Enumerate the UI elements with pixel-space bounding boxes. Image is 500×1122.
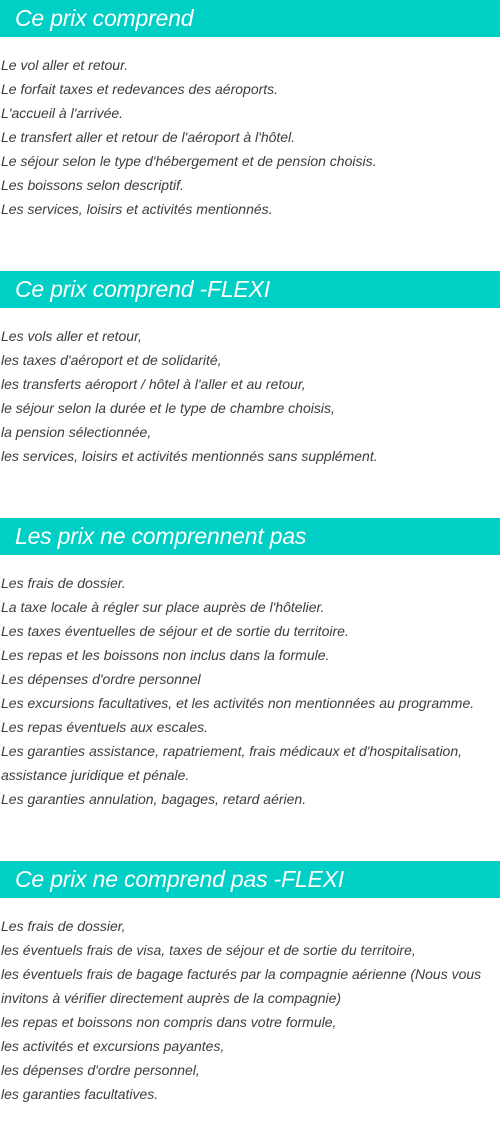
list-item: Les services, loisirs et activités mentionnés. (1, 201, 273, 217)
list-item: invitons à vérifier directement auprès de la compagnie) (1, 990, 342, 1006)
list-item: L'accueil à l'arrivée. (1, 105, 124, 121)
section-price-includes (0, 0, 500, 221)
list-item: La taxe locale à régler sur place auprès de l'hôtelier. (1, 599, 325, 615)
section-price-excludes-flexi (0, 861, 500, 1106)
list-item: les repas et boissons non compris dans votre formule, (1, 1014, 337, 1030)
list-item: Les dépenses d'ordre personnel (1, 671, 201, 687)
included-flexi-list (0, 324, 500, 468)
list-item: Les repas éventuels aux escales. (1, 719, 209, 735)
list-item: Le forfait taxes et redevances des aéroports. (1, 81, 279, 97)
list-item: Les boissons selon descriptif. (1, 177, 184, 193)
section-title: Les prix ne comprennent pas (0, 518, 500, 555)
list-item: Les frais de dossier, (1, 918, 126, 934)
excluded-list (0, 571, 500, 811)
list-item: Les excursions facultatives, et les activités non mentionnées au programme. (1, 695, 475, 711)
list-item: la pension sélectionnée, (1, 424, 152, 440)
list-item: Les vols aller et retour, (1, 328, 142, 344)
list-item: assistance juridique et pénale. (1, 767, 190, 783)
list-item: les éventuels frais de bagage facturés par la compagnie aérienne (Nous vous (1, 966, 482, 982)
list-item: les garanties facultatives. (1, 1086, 159, 1102)
list-item: Le vol aller et retour. (1, 57, 129, 73)
list-item: les éventuels frais de visa, taxes de séjour et de sortie du territoire, (1, 942, 416, 958)
list-item: les activités et excursions payantes, (1, 1038, 225, 1054)
section-title: Ce prix comprend (0, 0, 500, 37)
list-item: Les frais de dossier. (1, 575, 126, 591)
list-item: les services, loisirs et activités mentionnés sans supplément. (1, 448, 378, 464)
section-title: Ce prix ne comprend pas -FLEXI (0, 861, 500, 898)
excluded-flexi-list (0, 914, 500, 1106)
section-price-excludes (0, 518, 500, 811)
list-item: le séjour selon la durée et le type de chambre choisis, (1, 400, 335, 416)
list-item: Les taxes éventuelles de séjour et de sortie du territoire. (1, 623, 349, 639)
section-price-includes-flexi (0, 271, 500, 468)
list-item: Les repas et les boissons non inclus dans la formule. (1, 647, 330, 663)
list-item: les dépenses d'ordre personnel, (1, 1062, 200, 1078)
section-title: Ce prix comprend -FLEXI (0, 271, 500, 308)
list-item: Les garanties annulation, bagages, retard aérien. (1, 791, 307, 807)
included-list (0, 53, 500, 221)
list-item: les taxes d'aéroport et de solidarité, (1, 352, 222, 368)
list-item: Le séjour selon le type d'hébergement et de pension choisis. (1, 153, 377, 169)
list-item: Les garanties assistance, rapatriement, frais médicaux et d'hospitalisation, (1, 743, 463, 759)
list-item: les transferts aéroport / hôtel à l'aller et au retour, (1, 376, 306, 392)
list-item: Le transfert aller et retour de l'aéroport à l'hôtel. (1, 129, 296, 145)
